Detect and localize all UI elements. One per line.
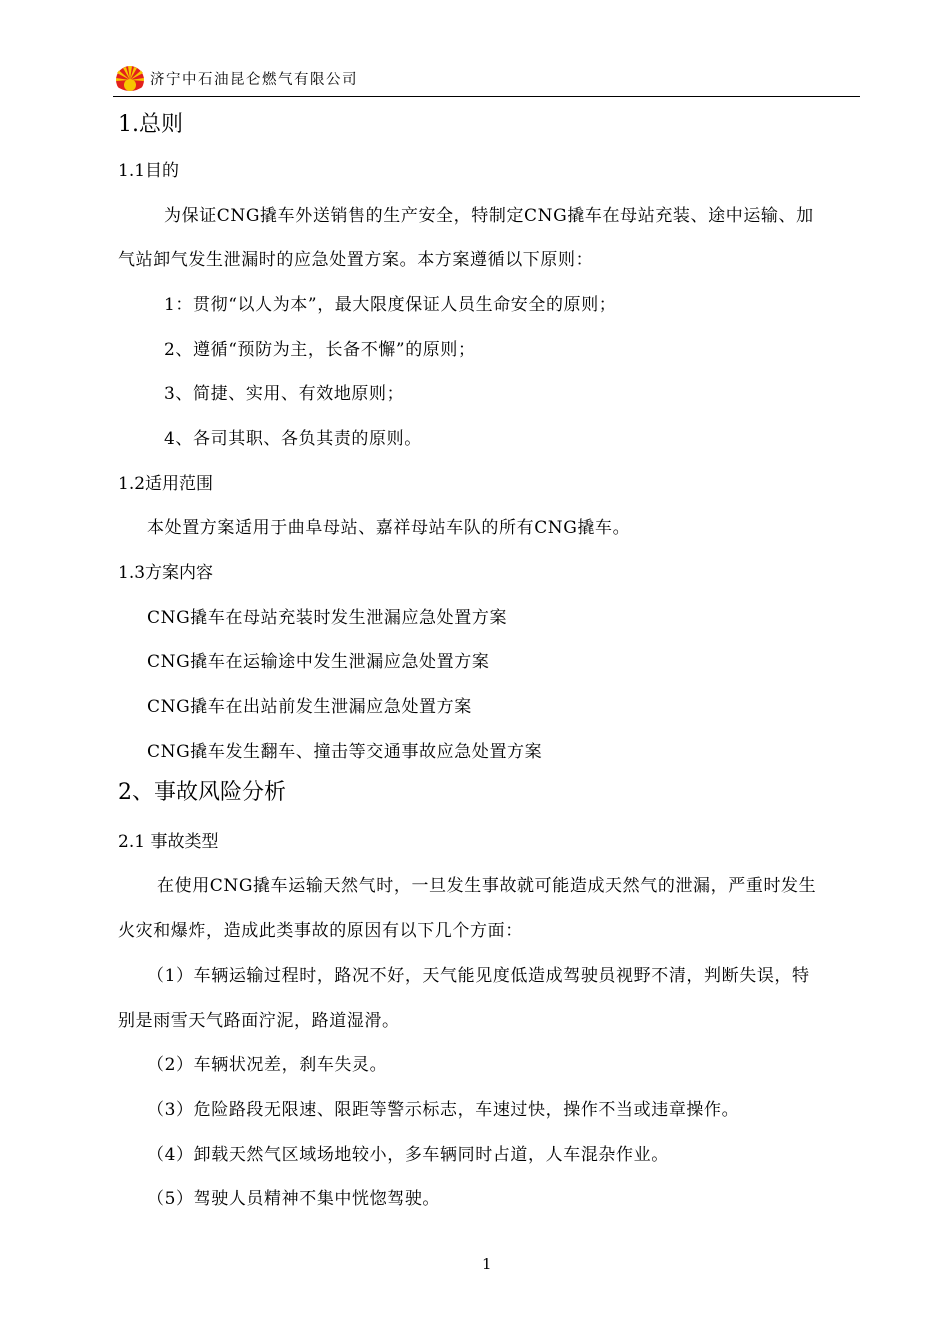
page-number: 1 <box>482 1255 492 1273</box>
principle-item: 4、各司其职、各负其责的原则。 <box>164 429 422 449</box>
cause-item: （4）卸载天然气区域场地较小，多车辆同时占道，人车混杂作业。 <box>147 1145 669 1165</box>
plan-item: CNG撬车发生翻车、撞击等交通事故应急处置方案 <box>147 742 543 762</box>
cause-item: （3）危险路段无限速、限距等警示标志，车速过快，操作不当或违章操作。 <box>147 1100 740 1120</box>
purpose-paragraph-line-2: 气站卸气发生泄漏时的应急处置方案。本方案遵循以下原则： <box>118 250 594 270</box>
section-1-3-title: 1.3方案内容 <box>118 563 214 583</box>
cause-item: （1）车辆运输过程时，路况不好，天气能见度低造成驾驶员视野不清，判断失误，特 <box>147 966 810 986</box>
section-1-title: 1.总则 <box>118 112 183 137</box>
section-2-title: 2、事故风险分析 <box>118 780 286 805</box>
plan-item: CNG撬车在母站充装时发生泄漏应急处置方案 <box>147 608 508 628</box>
section-1-2-title: 1.2适用范围 <box>118 474 214 494</box>
plan-item: CNG撬车在运输途中发生泄漏应急处置方案 <box>147 652 490 672</box>
section-1-1-title: 1.1目的 <box>118 161 180 181</box>
scope-paragraph: 本处置方案适用于曲阜母站、嘉祥母站车队的所有CNG撬车。 <box>147 518 631 538</box>
cause-item-continuation: 别是雨雪天气路面泞泥，路道湿滑。 <box>118 1011 400 1031</box>
company-name: 济宁中石油昆仑燃气有限公司 <box>150 72 358 88</box>
cause-item: （2）车辆状况差，刹车失灵。 <box>147 1055 388 1075</box>
plan-item: CNG撬车在出站前发生泄漏应急处置方案 <box>147 697 472 717</box>
principle-item: 3、简捷、实用、有效地原则； <box>164 384 405 404</box>
company-logo <box>113 64 147 94</box>
accident-paragraph-line-1: 在使用CNG撬车运输天然气时，一旦发生事故就可能造成天然气的泄漏，严重时发生 <box>157 876 817 896</box>
accident-paragraph-line-2: 火灾和爆炸，造成此类事故的原因有以下几个方面： <box>118 921 523 941</box>
header-divider <box>113 96 860 97</box>
cause-item: （5）驾驶人员精神不集中恍惚驾驶。 <box>147 1189 441 1209</box>
section-2-1-title: 2.1 事故类型 <box>118 832 219 852</box>
purpose-paragraph-line-1: 为保证CNG撬车外送销售的生产安全，特制定CNG撬车在母站充装、途中运输、加 <box>164 206 814 226</box>
principle-item: 2、遵循“预防为主，长备不懈”的原则； <box>164 340 476 360</box>
principle-item: 1：贯彻“以人为本”，最大限度保证人员生命安全的原则； <box>164 295 617 315</box>
